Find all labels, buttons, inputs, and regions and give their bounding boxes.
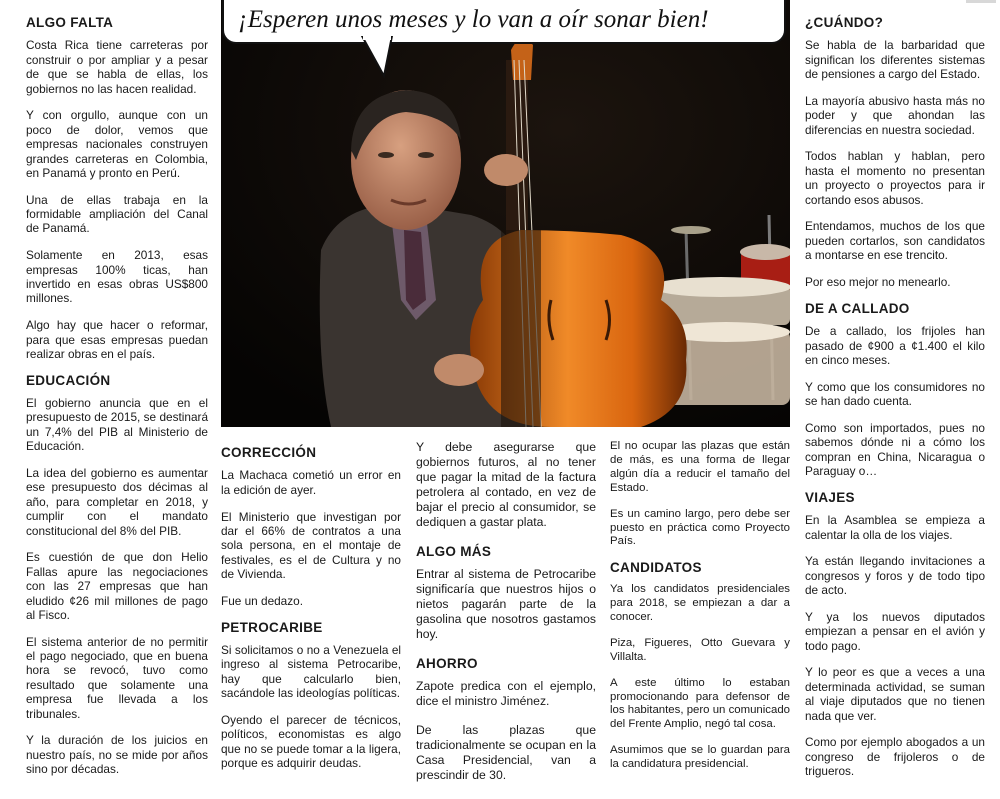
article-paragraph: Entendamos, muchos de los que pueden cortarlos, son candidatos a montarse en ese trencito. [805, 219, 985, 263]
section-heading: PETROCARIBE [221, 619, 323, 635]
article-paragraph: Se habla de la barbaridad que significan los diferentes sistemas de pensiones a cargo del Estado. [805, 38, 985, 82]
section-heading: AHORRO [416, 656, 478, 671]
article-paragraph: El gobierno anuncia que en el presupuesto de 2015, se destinará un 7,4% del PIB al Ministerio de Educación. [26, 396, 208, 454]
section-heading: VIAJES [805, 489, 855, 505]
article-paragraph: De las plazas que tradicionalmente se ocupan en la Casa Presidencial, van a prescindir de 30. [416, 723, 596, 782]
section-heading: EDUCACIÓN [26, 372, 111, 388]
column-3 [416, 440, 596, 797]
article-paragraph: Y debe asegurarse que gobiernos futuros, al no tener que pagar la mitad de la factura petrolera al contado, en vez de bajar el precio al consumidor, se dediquen a gastar plata. [416, 440, 596, 529]
article-paragraph: Piza, Figueres, Otto Guevara y Villalta. [610, 636, 790, 663]
section-heading: ALGO FALTA [26, 15, 114, 30]
article-paragraph: El Ministerio que investigan por dar el 66% de contratos a una sola persona, en el montaje de festivales, es el de Cultura y no de Vivienda. [221, 509, 401, 582]
article-paragraph: La mayoría abusivo hasta más no poder y que ahondan las diferencias en nuestra sociedad. [805, 93, 985, 137]
hand-upper [484, 154, 528, 186]
speech-bubble [222, 0, 786, 44]
article-paragraph: La idea del gobierno es aumentar ese presupuesto dos décimas al año, para completar en 2018, y cumplir con el mandato constitucional del 8% del PIB. [26, 466, 208, 538]
article-paragraph: El sistema anterior de no permitir el pago negociado, que en buena hora se revocó, tuvo como resultado que solamente una empresa fue llevada a los tribunales. [26, 634, 208, 721]
article-paragraph: Y la duración de los juicios en nuestro país, no se mide por años sino por décadas. [26, 733, 208, 777]
section-heading: DE A CALLADO [805, 300, 910, 316]
section-heading: ALGO MÁS [416, 544, 492, 559]
speech-bubble-tail [360, 36, 400, 78]
article-paragraph: Todos hablan y hablan, pero hasta el momento no presentan un proyecto o proyectos para ir cortando esos abusos. [805, 149, 985, 207]
article-paragraph: Como son importados, pues no sabemos dónde ni a cómo los compran en China, Nicaragua o Paraguay o… [805, 420, 985, 478]
article-paragraph: Es cuestión de que don Helio Fallas apure las negociaciones con las 27 empresas que han eludido ¢26 mil millones de pago al Fisco. [26, 550, 208, 622]
column-1 [26, 10, 208, 789]
section-heading: CORRECCIÓN [221, 445, 317, 460]
article-paragraph: Asumimos que se lo guardan para la candidatura presidencial. [610, 744, 790, 771]
article-paragraph: Costa Rica tiene carreteras por construir o por ampliar y a pesar de que se habla de ellas, los gobiernos no las hacen realidad. [26, 38, 208, 96]
article-paragraph: Por eso mejor no menearlo. [805, 274, 951, 289]
article-paragraph: Ya los candidatos presidenciales para 2018, se empiezan a dar a conocer. [610, 583, 790, 623]
speech-bubble-text: ¡Esperen unos meses y lo van a oír sonar bien! [238, 6, 709, 33]
article-paragraph: Y con orgullo, aunque con un poco de dolor, vemos que empresas nacionales construyen grandes carreteras en Colombia, en Panamá y pronto en Perú. [26, 108, 208, 180]
column-4 [610, 440, 790, 784]
article-paragraph: Entrar al sistema de Petrocaribe significaría que nuestros hijos o nietos pagarán parte de la gasolina que nosotros gastamos hoy. [416, 567, 596, 641]
article-paragraph: A este último lo estaban promocionando para defensor de los habitantes, pero un comunicado del Frente Amplio, negó tal cosa. [610, 676, 790, 731]
article-paragraph: Algo hay que hacer o reformar, para que esas empresas puedan realizar obras en el país. [26, 318, 208, 361]
article-paragraph: Oyendo el parecer de técnicos, políticos, economistas es algo que no se puede tomar a la ligera, porque es adquirir deudas. [221, 712, 401, 771]
column-5 [805, 10, 985, 791]
article-paragraph: En la Asamblea se empieza a calentar la olla de los viajes. [805, 513, 985, 542]
article-paragraph: Es un camino largo, pero debe ser puesto en práctica como Proyecto País. [610, 507, 790, 548]
hand-lower [434, 354, 484, 386]
man-playing-double-bass-photo [221, 0, 790, 427]
article-paragraph: Solamente en 2013, esas empresas 100% ticas, han invertido en esas obras US$800 millones. [26, 248, 208, 306]
article-paragraph: La Machaca cometió un error en la edición de ayer. [221, 468, 401, 497]
article-paragraph: El no ocupar las plazas que están de más, es una forma de llegar algún día a reducir el tamaño del Estado. [610, 440, 790, 494]
article-paragraph: Y como que los consumidores no se han dado cuenta. [805, 379, 985, 409]
news-photo [221, 0, 790, 427]
article-paragraph: Ya están llegando invitaciones a congresos y foros y de todo tipo de acto. [805, 554, 985, 598]
article-paragraph: Una de ellas trabaja en la formidable ampliación del Canal de Panamá. [26, 192, 208, 236]
article-paragraph: Si solicitamos o no a Venezuela el ingreso al sistema Petrocaribe, hay que calcularlo bien, sacándole las ideologías políticas. [221, 643, 401, 701]
section-heading: CANDIDATOS [610, 560, 702, 576]
article-paragraph: Y lo peor es que a veces a una determinada actividad, se suman al viaje diputados que no tienen nada que ver. [805, 665, 985, 723]
article-paragraph: Y ya los nuevos diputados empiezan a pensar en el avión y todo pago. [805, 609, 985, 653]
article-paragraph: Fue un dedazo. [221, 593, 303, 608]
article-paragraph: De a callado, los frijoles han pasado de ¢900 a ¢1.400 el kilo en cinco meses. [805, 324, 985, 367]
section-heading: ¿CUÁNDO? [805, 15, 884, 30]
article-paragraph: Zapote predica con el ejemplo, dice el ministro Jiménez. [416, 679, 596, 708]
article-paragraph: Como por ejemplo abogados a un congreso de frijoleros o de trigueros. [805, 735, 985, 779]
column-2 [221, 440, 401, 783]
page-corner-mark [960, 0, 1000, 6]
